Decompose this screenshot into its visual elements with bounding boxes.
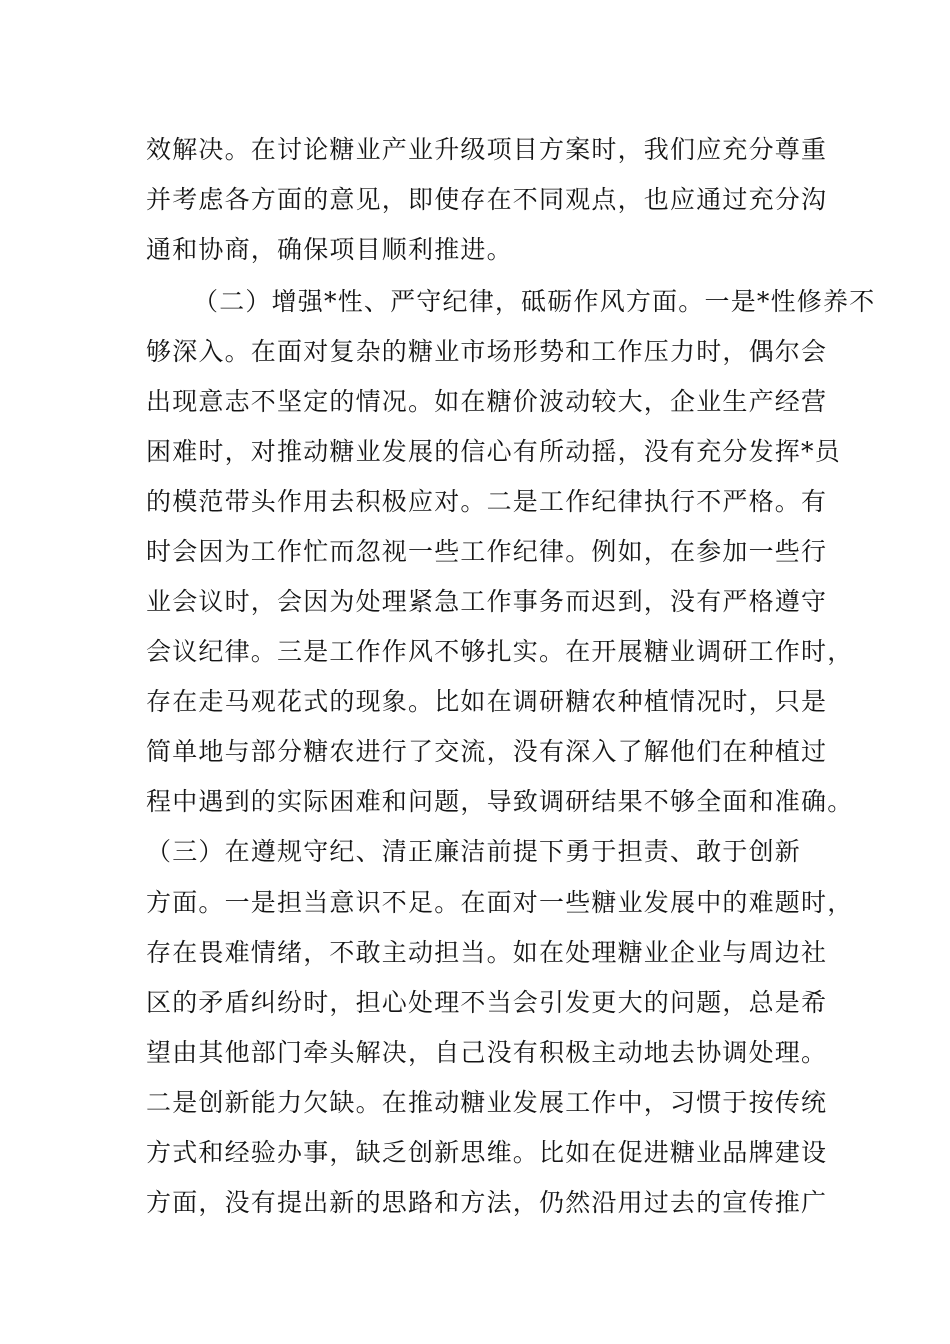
text-line: 时会因为工作忙而忽视一些工作纪律。例如，在参加一些行	[146, 537, 828, 566]
text-line: 存在走马观花式的现象。比如在调研糖农种植情况时，只是	[146, 687, 828, 716]
text-line: 会议纪律。三是工作作风不够扎实。在开展糖业调研工作时，	[146, 637, 854, 666]
paragraph-heading-2: （二）增强*性、严守纪律，砥砺作风方面。一是*性修养不	[193, 287, 876, 316]
text-line: 业会议时，会因为处理紧急工作事务而迟到，没有严格遵守	[146, 587, 828, 616]
text-line: 方面，没有提出新的思路和方法，仍然沿用过去的宣传推广	[146, 1188, 828, 1217]
text-line: 望由其他部门牵头解决，自己没有积极主动地去协调处理。	[146, 1038, 828, 1067]
text-line: 区的矛盾纠纷时，担心处理不当会引发更大的问题，总是希	[146, 988, 828, 1017]
text-line: （三）在遵规守纪、清正廉洁前提下勇于担责、敢于创新	[146, 837, 802, 866]
text-line: 方面。一是担当意识不足。在面对一些糖业发展中的难题时，	[146, 888, 854, 917]
text-line: 的模范带头作用去积极应对。二是工作纪律执行不严格。有	[146, 487, 828, 516]
text-line: 效解决。在讨论糖业产业升级项目方案时，我们应充分尊重	[146, 135, 828, 164]
text-line: 通和协商，确保项目顺利推进。	[146, 235, 513, 264]
text-line: 困难时，对推动糖业发展的信心有所动摇，没有充分发挥*员	[146, 437, 841, 466]
text-line: 程中遇到的实际困难和问题，导致调研结果不够全面和准确。	[146, 787, 854, 816]
text-line: 简单地与部分糖农进行了交流，没有深入了解他们在种植过	[146, 737, 828, 766]
text-line: 存在畏难情绪，不敢主动担当。如在处理糖业企业与周边社	[146, 938, 828, 967]
text-line: 出现意志不坚定的情况。如在糖价波动较大，企业生产经营	[146, 387, 828, 416]
text-line: 方式和经验办事，缺乏创新思维。比如在促进糖业品牌建设	[146, 1138, 828, 1167]
text-line: 够深入。在面对复杂的糖业市场形势和工作压力时，偶尔会	[146, 337, 828, 366]
text-line: 二是创新能力欠缺。在推动糖业发展工作中，习惯于按传统	[146, 1088, 828, 1117]
text-line: 并考虑各方面的意见，即使存在不同观点，也应通过充分沟	[146, 185, 828, 214]
